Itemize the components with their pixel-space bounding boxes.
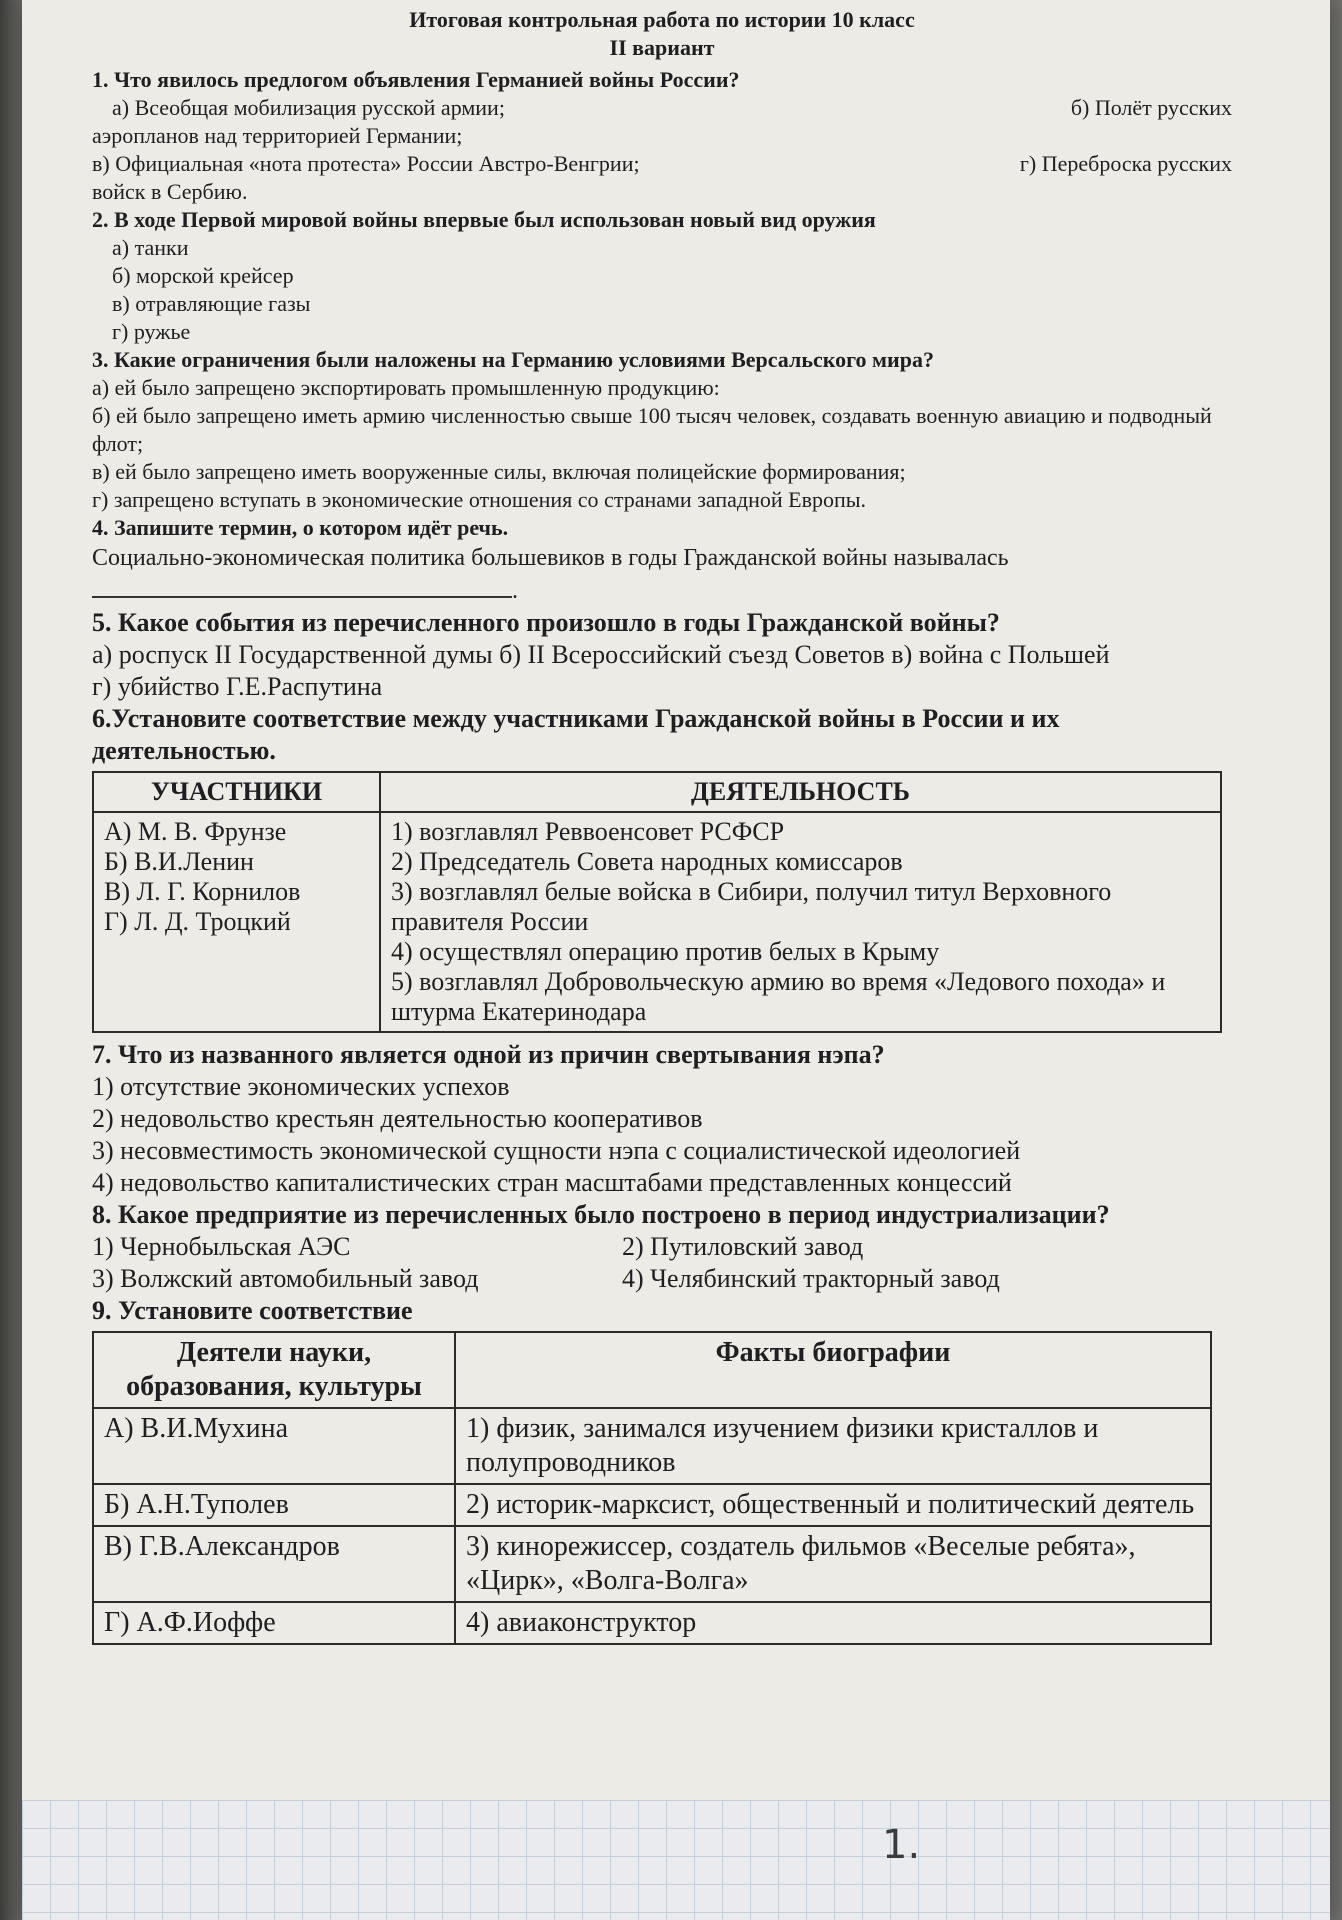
table-row — [93, 1408, 1211, 1484]
question-7-option: 1) отсутствие экономических успехов — [92, 1072, 510, 1101]
question-2-option: г) ружье — [112, 319, 191, 344]
question-3-option: в) ей было запрещено иметь вооруженные силы, включая полицейские формирования; — [92, 459, 906, 484]
grid-notebook-page — [22, 1800, 1330, 1920]
figure-cell: А) В.И.Мухина — [93, 1408, 455, 1484]
participant-item: Г) Л. Д. Троцкий — [104, 907, 291, 936]
question-3-title: 3. Какие ограничения были наложены на Германию условиями Версальского мира? — [92, 347, 934, 372]
question-8-option-2: 2) Путиловский завод — [622, 1232, 864, 1261]
question-1-option-d-continued: войск в Сербию. — [92, 179, 248, 204]
question-9-title: 9. Установите соответствие — [92, 1296, 413, 1325]
question-5-title: 5. Какое события из перечисленного произошло в годы Гражданской войны? — [92, 608, 1000, 637]
participant-item: А) М. В. Фрунзе — [104, 817, 287, 846]
question-8-option-3: 3) Волжский автомобильный завод — [92, 1264, 479, 1293]
figure-cell: Б) А.Н.Туполев — [93, 1484, 455, 1526]
question-5-option-g: г) убийство Г.Е.Распутина — [92, 672, 383, 701]
question-2-option: б) морской крейсер — [112, 263, 294, 288]
question-8 — [92, 1199, 1232, 1295]
fact-cell: 2) историк-марксист, общественный и политический деятель — [455, 1484, 1211, 1526]
question-6-title: 6.Установите соответствие между участниками Гражданской войны в России и их деятельностью. — [92, 704, 1060, 765]
question-8-option-1: 1) Чернобыльская АЭС — [92, 1232, 351, 1261]
question-9 — [92, 1295, 1232, 1645]
question-7-title: 7. Что из названного является одной из причин свертывания нэпа? — [92, 1040, 885, 1069]
question-7 — [92, 1039, 1232, 1199]
table-header-figures: Деятели науки, образования, культуры — [93, 1332, 455, 1408]
question-3-option: б) ей было запрещено иметь армию численностью свыше 100 тысяч человек, создавать военную авиацию и подводный флот; — [92, 403, 1212, 456]
activity-item: 5) возглавлял Добровольческую армию во время «Ледового похода» и штурма Екатеринодара — [391, 967, 1166, 1026]
question-3-option: г) запрещено вступать в экономические отношения со странами западной Европы. — [92, 487, 867, 512]
worksheet-page — [22, 0, 1330, 1920]
table-header-facts: Факты биографии — [455, 1332, 1211, 1408]
table-row — [93, 1602, 1211, 1644]
fact-cell: 1) физик, занимался изучением физики кристаллов и полупроводников — [455, 1408, 1211, 1484]
question-2-title: 2. В ходе Первой мировой войны впервые был использован новый вид оружия — [92, 207, 876, 232]
question-4-answer-blank[interactable] — [92, 574, 512, 598]
question-2-option: а) танки — [112, 235, 189, 260]
question-1-option-c: в) Официальная «нота протеста» России Австро-Венгрии; — [92, 151, 640, 176]
table-row — [93, 1484, 1211, 1526]
question-4-end: . — [512, 578, 518, 604]
paper-edge — [0, 0, 22, 1920]
question-7-option: 4) недовольство капиталистических стран масштабами представленных концессий — [92, 1168, 1012, 1197]
question-2 — [92, 206, 1232, 346]
question-5 — [92, 607, 1232, 703]
fact-cell: 3) кинорежиссер, создатель фильмов «Веселые ребята», «Цирк», «Волга-Волга» — [455, 1526, 1211, 1602]
figure-cell: В) Г.В.Александров — [93, 1526, 455, 1602]
question-1-option-b-continued: аэропланов над территорией Германии; — [92, 123, 463, 148]
fact-cell: 4) авиаконструктор — [455, 1602, 1211, 1644]
question-4 — [92, 514, 1232, 607]
question-4-title: 4. Запишите термин, о котором идёт речь. — [92, 515, 509, 540]
activity-item: 1) возглавлял Реввоенсовет РСФСР — [391, 817, 785, 846]
question-3-option: а) ей было запрещено экспортировать промышленную продукцию: — [92, 375, 720, 400]
question-8-title: 8. Какое предприятие из перечисленных было построено в период индустриализации? — [92, 1200, 1110, 1229]
table-header-activities: ДЕЯТЕЛЬНОСТЬ — [380, 772, 1221, 812]
question-4-text: Социально-экономическая политика большевиков в годы Гражданской войны называлась — [92, 545, 1009, 571]
question-7-option: 2) недовольство крестьян деятельностью кооперативов — [92, 1104, 703, 1133]
question-1-title: 1. Что явилось предлогом объявления Германией войны России? — [92, 67, 740, 92]
question-5-options: а) роспуск II Государственной думы б) II Всероссийский съезд Советов в) война с Польшей — [92, 640, 1110, 669]
participant-item: В) Л. Г. Корнилов — [104, 877, 301, 906]
question-2-option: в) отравляющие газы — [112, 291, 311, 316]
participants-cell — [93, 812, 380, 1032]
question-6-table — [92, 771, 1222, 1033]
activity-item: 2) Председатель Совета народных комиссаров — [391, 847, 903, 876]
question-1-option-d: г) Переброска русских — [1019, 151, 1232, 176]
activity-item: 3) возглавлял белые войска в Сибири, получил титул Верховного правителя России — [391, 877, 1112, 936]
question-6 — [92, 703, 1232, 1033]
question-9-table — [92, 1331, 1212, 1645]
participant-item: Б) В.И.Ленин — [104, 847, 254, 876]
question-1-option-b: б) Полёт русских — [1070, 95, 1232, 120]
handwritten-number: 1. — [882, 1822, 921, 1868]
worksheet-title: Итоговая контрольная работа по истории 10 класс — [409, 7, 915, 32]
activity-item: 4) осуществлял операцию против белых в Крыму — [391, 937, 940, 966]
worksheet-content — [92, 6, 1232, 1645]
activities-cell — [380, 812, 1221, 1032]
table-header-participants: УЧАСТНИКИ — [93, 772, 380, 812]
question-8-option-4: 4) Челябинский тракторный завод — [622, 1264, 1000, 1293]
figure-cell: Г) А.Ф.Иоффе — [93, 1602, 455, 1644]
table-row — [93, 1526, 1211, 1602]
variant-label: II вариант — [609, 35, 715, 60]
question-7-option: 3) несовместимость экономической сущности нэпа с социалистической идеологией — [92, 1136, 1021, 1165]
question-1-option-a: а) Всеобщая мобилизация русской армии; — [112, 95, 505, 120]
question-1 — [92, 66, 1232, 206]
question-3 — [92, 346, 1232, 514]
